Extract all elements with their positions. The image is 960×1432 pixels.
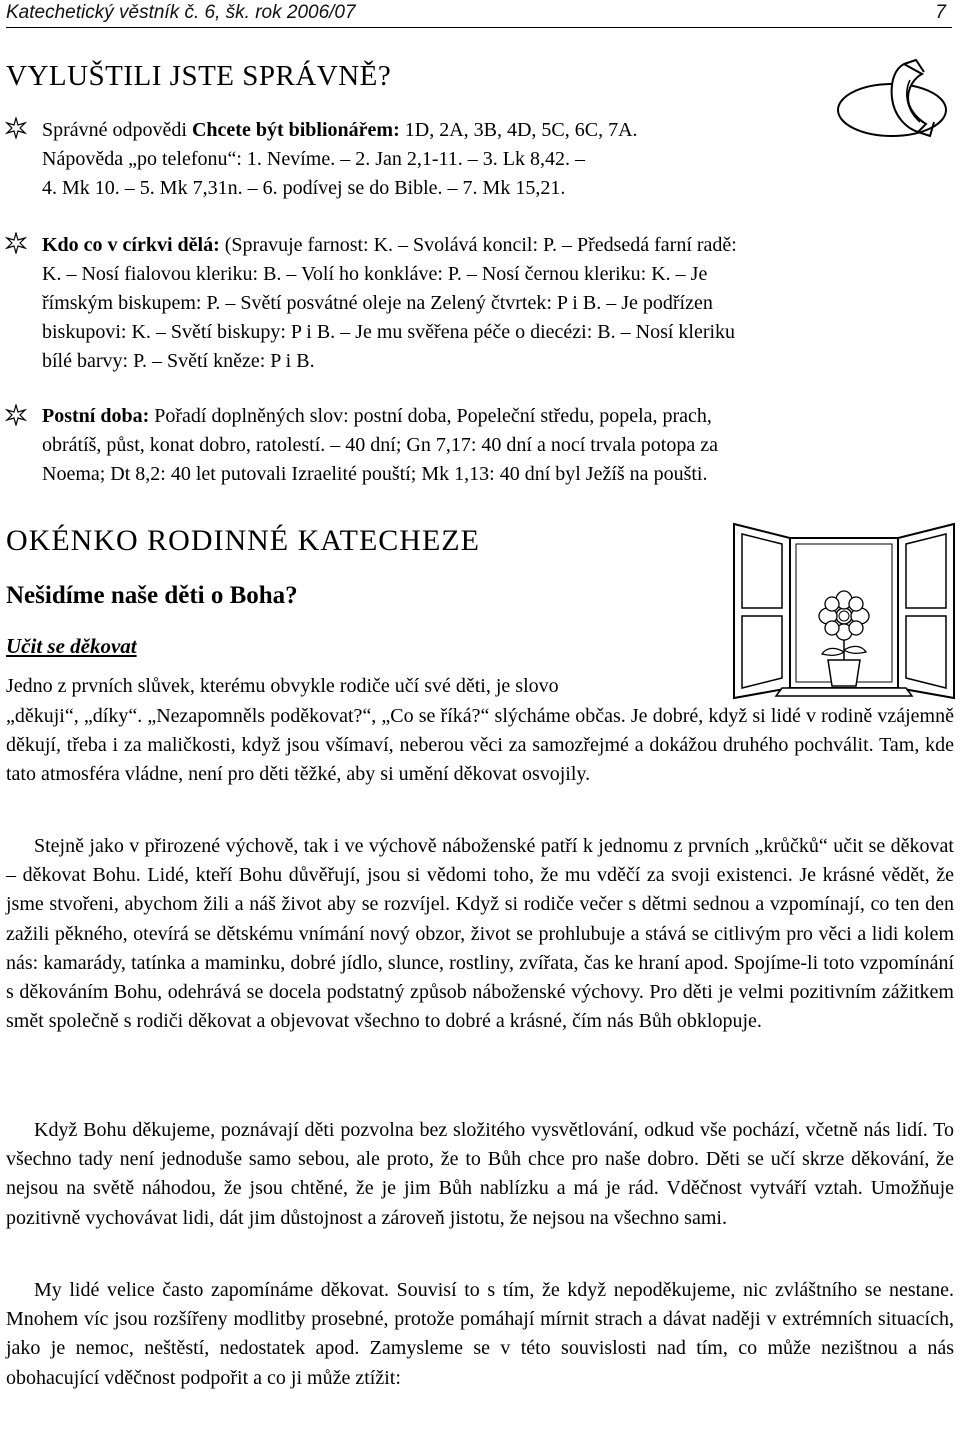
answers-line: 4. Mk 10. – 5. Mk 7,31n. – 6. podívej se do Bible. – 7. Mk 15,21. [42,177,566,199]
open-window-flower-icon [730,520,958,700]
answers-line: římským biskupem: P. – Světí posvátné oleje na Zelený čtvrtek: P i B. – Je podřízen [42,292,713,314]
section-title-answers: VYLUŠTILI JSTE SPRÁVNĚ? [6,60,392,92]
running-header [6,0,952,30]
article-paragraph: My lidé velice často zapomínáme děkovat. Souvisí to s tím, že když nepoděkujeme, nic zvláštního se nestane. Mnohem víc jsou rozšířeny modlitby prosebné, protože pomáhají mírnit strach a dávat naději v extrémních situacích, jako je nemoc, neštěstí, nedostatek apod. Zamysleme se v této souvislosti nad tím, co může nezištnou a nás obohacující vděčnost podpořit a co ji může ztížit: [6,1279,954,1389]
article-first-line: Jedno z prvních slůvek, kterému obvykle rodiče učí své děti, je slovo [6,675,559,697]
article-paragraph: Stejně jako v přirozené výchově, tak i ve výchově náboženské patří k jednomu z prvních „krůčků“ učit se děkovat – děkovat Bohu. Lidé, kteří Bohu důvěřují, jsou si vědomi toho, že mu vděčí za svoji existenci. Je krásné vědět, že jsme stvořeni, abychom žili a náš život aby se rozvíjel. Když si rodiče večer s dětmi sednou a vzpomínají, co ten den zažili pěkného, otevírá se dětskému vnímání nový obzor, život se prohlubuje a stává se citlivým pro věci a lidi kolem nás: kamarády, tatínka a maminku, dobré jídlo, slunce, rostliny, zvířata, čas ke hraní apod. Spojíme-li toto vzpomínání s děkováním Bohu, odehrává se docela podstatný způsob náboženské výchovy. Pro děti je velmi pozitivním zážitkem smět společně s rodiči děkovat a objevovat všechno to dobré a krásné, čím nás Bůh obklopuje. [6,835,954,1033]
article-title: Nešidíme naše děti o Boha? [6,582,298,609]
star-bullet-icon [5,404,27,426]
answers-church-roles [42,231,737,376]
answers-line: K. – Nosí fialovou kleriku: B. – Volí ho konkláve: P. – Nosí černou kleriku: K. – Je [42,263,708,285]
answers-biblionar [42,116,638,203]
page-number: 7 [935,2,946,23]
answers-line: Nápověda „po telefonu“: 1. Nevíme. – 2. Jan 2,1-11. – 3. Lk 8,42. – [42,148,586,170]
answers-lent [42,402,718,489]
section-title-family-catechesis: OKÉNKO RODINNÉ KATECHEZE [6,524,480,557]
header-rule [6,27,952,28]
journal-title: Katechetický věstník č. 6, šk. rok 2006/07 [6,2,356,23]
answers-line: bílé barvy: P. – Světí kněze: P i B. [42,350,315,372]
star-bullet-icon [5,117,27,139]
answers-line: obrátíš, půst, konat dobro, ratolestí. – 40 dní; Gn 7,17: 40 dní a nocí trvala potopa za [42,434,718,456]
article-paragraph: Když Bohu děkujeme, poznávají děti pozvolna bez složitého vysvětlování, odkud vše pochází, včetně nás lidí. To všechno tady není jednoduše samo sebou, ale proto, že to Bůh chce pro naše dobro. Děti se učí skrze děkování, že nejsou na světě náhodou, že jsou chtěné, že je jim Bůh nablízku a má je rád. Vděčnost vytváří vztah. Umožňuje pozitivně vychovávat lidi, dát jim důstojnost a zároveň jistotu, že nejsou na všechno sami. [6,1119,954,1229]
article-paragraph: „děkuji“, „díky“. „Nezapomněls poděkovat?“, „Co se říká?“ slýcháme občas. Je dobré, když si lidé v rodině vzájemně děkují, třeba i za maličkosti, když jsou všímaví, neberou věci za samozřejmé a dokážou druhého pochválit. Tam, kde tato atmosféra vládne, není pro děti těžké, aby si umění děkovat osvojily. [6,705,954,786]
article-subheading: Učit se děkovat [6,634,137,658]
answers-line: Kdo co v církvi dělá: (Spravuje farnost: K. – Svolává koncil: P. – Předsedá farní radě: [42,234,737,256]
star-bullet-icon [5,232,27,254]
answers-line: Postní doba: Pořadí doplněných slov: postní doba, Popeleční středu, popela, prach, [42,405,712,427]
answers-line: Noema; Dt 8,2: 40 let putovali Izraelité pouští; Mk 1,13: 40 dní byl Ježíš na poušti. [42,463,708,485]
answers-line: Správné odpovědi Chcete být biblionářem: 1D, 2A, 3B, 4D, 5C, 6C, 7A. [42,119,638,141]
telephone-handset-icon [834,58,956,140]
answers-line: biskupovi: K. – Světí biskupy: P i B. – Je mu svěřena péče o diecézi: B. – Nosí kleriku [42,321,736,343]
